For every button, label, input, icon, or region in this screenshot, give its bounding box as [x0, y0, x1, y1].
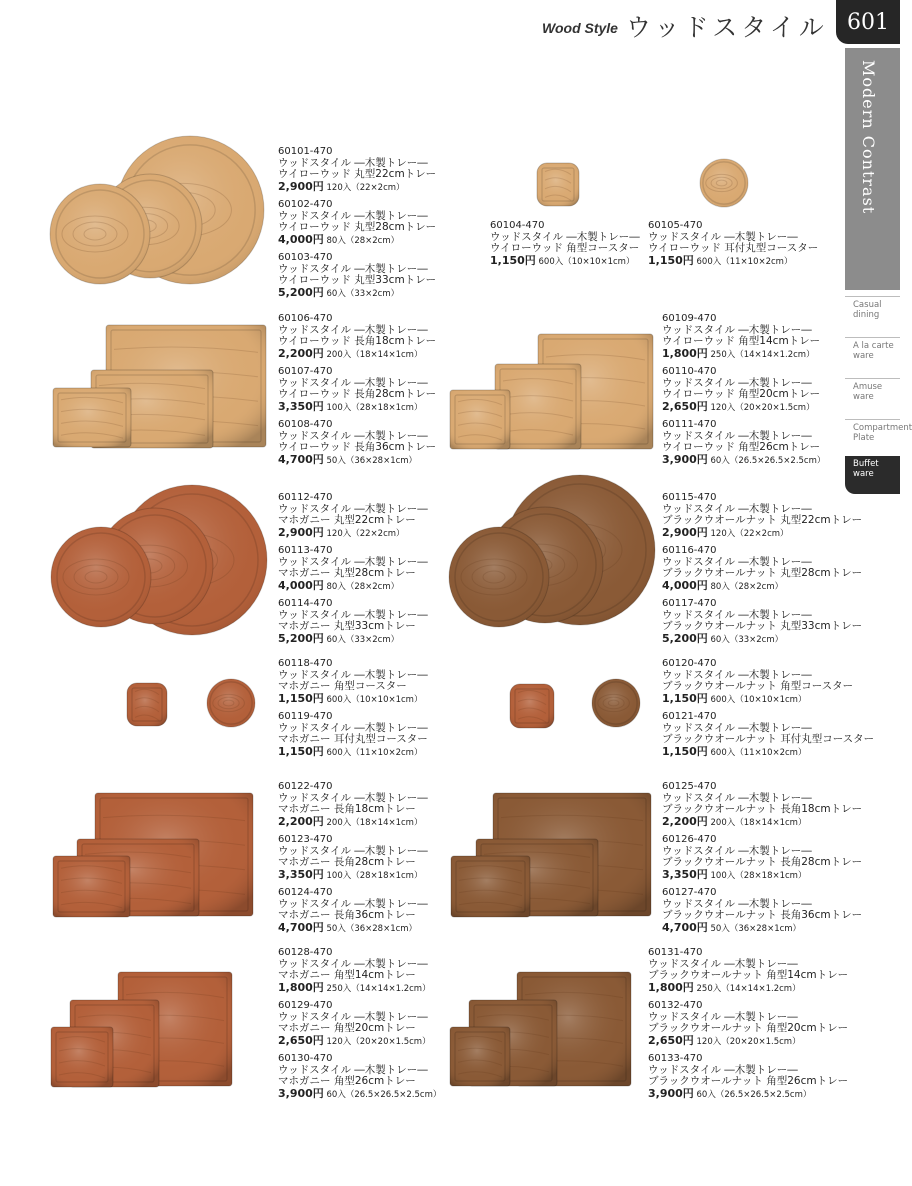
product-code: 60112-470 [278, 492, 333, 503]
product-price: 5,200円 [662, 631, 708, 645]
product-block [648, 947, 848, 1106]
price-row [278, 693, 428, 707]
product-price: 5,200円 [278, 631, 324, 645]
product-code: 60109-470 [662, 313, 717, 324]
product-block [662, 313, 825, 472]
price-row [278, 869, 428, 883]
price-row [278, 816, 428, 830]
willow-round-22-photo-shade [50, 184, 150, 284]
product-pack: 100入（28×18×1cm） [323, 402, 423, 413]
product-series: ウッドスタイル ―木製トレー― [490, 230, 640, 243]
product-name: ブラックウオールナット 角型14cmトレー [648, 969, 849, 981]
product-item [278, 199, 436, 247]
product-price: 4,700円 [662, 920, 708, 934]
product-price: 2,200円 [278, 346, 324, 360]
product-block [278, 658, 428, 764]
product-item [278, 419, 436, 467]
product-price: 1,150円 [662, 691, 708, 705]
product-pack: 80入（28×2cm） [323, 581, 400, 592]
side-tab-amuse-ware[interactable]: Amuse ware [845, 378, 900, 416]
product-name: マホガニー 角型26cmトレー [278, 1075, 416, 1087]
product-series: ウッドスタイル ―木製トレー― [662, 323, 812, 336]
product-code: 60103-470 [278, 252, 333, 263]
product-series: ウッドスタイル ―木製トレー― [278, 957, 428, 970]
mahogany-eared-coaster-photo-shade [207, 679, 255, 727]
product-pack: 200入（18×14×1cm） [707, 817, 807, 828]
side-tab-compartment-plate[interactable]: Compartment Plate [845, 419, 900, 457]
product-block [278, 492, 428, 651]
price-row [278, 401, 436, 415]
mahogany-round-22-photo-shade [51, 527, 151, 627]
product-pack: 50入（36×28×1cm） [323, 455, 418, 466]
product-name: ウイローウッド 丸型33cmトレー [278, 274, 437, 286]
price-row [662, 527, 862, 541]
product-price: 1,800円 [278, 980, 324, 994]
product-item [278, 366, 436, 414]
product-name: ウイローウッド 角型20cmトレー [662, 388, 821, 400]
product-item [278, 313, 436, 361]
product-item [662, 834, 862, 882]
price-row [662, 401, 825, 415]
product-series: ウッドスタイル ―木製トレー― [278, 209, 428, 222]
product-name: ウイローウッド 長角18cmトレー [278, 335, 437, 347]
product-price: 3,350円 [662, 867, 708, 881]
product-pack: 600入（11×10×2cm） [323, 747, 423, 758]
price-row [278, 454, 436, 468]
product-series: ウッドスタイル ―木製トレー― [648, 957, 798, 970]
product-item [662, 545, 862, 593]
price-row [278, 633, 428, 647]
product-pack: 60入（33×2cm） [707, 634, 784, 645]
product-item [278, 252, 436, 300]
walnut-rect-18-photo-shade [451, 856, 530, 917]
product-name: ウイローウッド 耳付丸型コースター [648, 242, 819, 254]
product-price: 2,900円 [278, 179, 324, 193]
product-series: ウッドスタイル ―木製トレー― [662, 376, 812, 389]
product-block [278, 781, 428, 940]
product-price: 2,900円 [662, 525, 708, 539]
product-name: マホガニー 長角18cmトレー [278, 803, 416, 815]
product-series: ウッドスタイル ―木製トレー― [278, 323, 428, 336]
product-code: 60114-470 [278, 598, 333, 609]
product-pack: 120入（20×20×1.5cm） [693, 1036, 801, 1047]
product-block [662, 781, 862, 940]
product-pack: 60入（26.5×26.5×2.5cm） [323, 1089, 442, 1100]
product-series: ウッドスタイル ―木製トレー― [278, 262, 428, 275]
product-code: 60129-470 [278, 1000, 333, 1011]
product-price: 4,000円 [278, 578, 324, 592]
product-item [662, 598, 862, 646]
product-block [662, 492, 862, 651]
product-price: 3,900円 [662, 452, 708, 466]
product-code: 60131-470 [648, 947, 703, 958]
product-block [662, 658, 874, 764]
product-price: 2,200円 [662, 814, 708, 828]
product-series: ウッドスタイル ―木製トレー― [278, 555, 428, 568]
willow-eared-coaster-photo-shade [700, 159, 748, 207]
price-row [648, 1088, 848, 1102]
product-code: 60120-470 [662, 658, 717, 669]
product-block [648, 220, 818, 273]
product-code: 60125-470 [662, 781, 717, 792]
product-series: ウッドスタイル ―木製トレー― [278, 608, 428, 621]
price-row [278, 922, 428, 936]
product-item [662, 313, 825, 361]
product-pack: 120入（20×20×1.5cm） [707, 402, 815, 413]
product-price: 2,900円 [278, 525, 324, 539]
price-row [662, 454, 825, 468]
product-price: 3,900円 [278, 1086, 324, 1100]
product-pack: 120入（22×2cm） [707, 528, 789, 539]
product-name: ウイローウッド 丸型22cmトレー [278, 168, 437, 180]
product-series: ウッドスタイル ―木製トレー― [662, 791, 812, 804]
product-price: 3,900円 [648, 1086, 694, 1100]
header-title-en: Wood Style [542, 20, 618, 36]
willow-rect-18-photo-shade [53, 388, 131, 447]
price-row [662, 922, 862, 936]
product-item [648, 1053, 848, 1101]
product-item [662, 419, 825, 467]
product-code: 60133-470 [648, 1053, 703, 1064]
product-code: 60113-470 [278, 545, 333, 556]
price-row [662, 746, 874, 760]
product-code: 60126-470 [662, 834, 717, 845]
product-series: ウッドスタイル ―木製トレー― [278, 791, 428, 804]
product-name: ブラックウオールナット 長角36cmトレー [662, 909, 863, 921]
product-code: 60105-470 [648, 220, 703, 231]
product-price: 2,650円 [662, 399, 708, 413]
product-name: マホガニー 角型14cmトレー [278, 969, 416, 981]
product-name: ブラックウオールナット 長角28cmトレー [662, 856, 863, 868]
product-code: 60127-470 [662, 887, 717, 898]
product-pack: 120入（20×20×1.5cm） [323, 1036, 431, 1047]
product-price: 1,800円 [648, 980, 694, 994]
product-item [662, 492, 862, 540]
product-price: 4,700円 [278, 920, 324, 934]
product-pack: 250入（14×14×1.2cm） [693, 983, 801, 994]
price-row [278, 348, 436, 362]
price-row [278, 1088, 441, 1102]
product-price: 1,150円 [278, 691, 324, 705]
price-row [662, 348, 825, 362]
product-item [662, 887, 862, 935]
product-price: 1,150円 [278, 744, 324, 758]
product-series: ウッドスタイル ―木製トレー― [278, 1010, 428, 1023]
product-pack: 120入（22×2cm） [323, 528, 405, 539]
product-name: ブラックウオールナット 角型20cmトレー [648, 1022, 849, 1034]
product-code: 60110-470 [662, 366, 717, 377]
product-series: ウッドスタイル ―木製トレー― [278, 897, 428, 910]
product-item [278, 492, 428, 540]
product-block [278, 146, 436, 305]
product-series: ウッドスタイル ―木製トレー― [648, 1010, 798, 1023]
product-price: 5,200円 [278, 285, 324, 299]
product-name: マホガニー 長角36cmトレー [278, 909, 416, 921]
product-item [278, 834, 428, 882]
product-pack: 60入（26.5×26.5×2.5cm） [693, 1089, 812, 1100]
product-item [278, 781, 428, 829]
product-price: 4,000円 [278, 232, 324, 246]
product-item [278, 887, 428, 935]
product-price: 1,150円 [648, 253, 694, 267]
product-series: ウッドスタイル ―木製トレー― [278, 668, 428, 681]
product-item [278, 1053, 441, 1101]
product-code: 60118-470 [278, 658, 333, 669]
product-item [662, 781, 862, 829]
product-pack: 80入（28×2cm） [707, 581, 784, 592]
product-price: 1,150円 [490, 253, 536, 267]
product-price: 1,150円 [662, 744, 708, 758]
price-row [662, 693, 874, 707]
product-pack: 600入（10×10×1cm） [323, 694, 423, 705]
price-row [278, 746, 428, 760]
product-item [278, 146, 436, 194]
price-row [648, 1035, 848, 1049]
product-item [278, 598, 428, 646]
product-series: ウッドスタイル ―木製トレー― [662, 608, 812, 621]
price-row [648, 255, 818, 269]
product-code: 60116-470 [662, 545, 717, 556]
product-item [648, 1000, 848, 1048]
product-item [278, 947, 441, 995]
side-tab-casual-dining[interactable]: Casual dining [845, 296, 900, 334]
price-row [662, 816, 862, 830]
product-name: マホガニー 耳付丸型コースター [278, 733, 428, 745]
price-row [278, 982, 441, 996]
product-price: 2,650円 [278, 1033, 324, 1047]
product-code: 60132-470 [648, 1000, 703, 1011]
product-item [278, 711, 428, 759]
product-name: ブラックウオールナット 耳付丸型コースター [662, 733, 875, 745]
product-price: 2,650円 [648, 1033, 694, 1047]
product-pack: 50入（36×28×1cm） [707, 923, 802, 934]
product-name: マホガニー 角型20cmトレー [278, 1022, 416, 1034]
product-code: 60123-470 [278, 834, 333, 845]
product-name: マホガニー 長角28cmトレー [278, 856, 416, 868]
product-price: 3,350円 [278, 399, 324, 413]
product-name: ブラックウオールナット 角型26cmトレー [648, 1075, 849, 1087]
product-code: 60124-470 [278, 887, 333, 898]
product-pack: 60入（26.5×26.5×2.5cm） [707, 455, 826, 466]
mahogany-rect-18-photo-shade [53, 856, 130, 917]
walnut-round-22-photo-shade [449, 527, 549, 627]
product-code: 60128-470 [278, 947, 333, 958]
product-pack: 200入（18×14×1cm） [323, 817, 423, 828]
product-pack: 60入（33×2cm） [323, 634, 400, 645]
product-item [662, 711, 874, 759]
product-name: ウイローウッド 長角36cmトレー [278, 441, 437, 453]
product-price: 3,350円 [278, 867, 324, 881]
product-series: ウッドスタイル ―木製トレー― [662, 668, 812, 681]
product-series: ウッドスタイル ―木製トレー― [662, 429, 812, 442]
price-row [662, 869, 862, 883]
product-code: 60117-470 [662, 598, 717, 609]
product-name: ウイローウッド 角型コースター [490, 242, 640, 254]
product-item [662, 366, 825, 414]
product-name: マホガニー 丸型22cmトレー [278, 514, 416, 526]
side-tab-buffet-ware[interactable]: Buffet ware [845, 456, 900, 494]
product-item [662, 658, 874, 706]
product-series: ウッドスタイル ―木製トレー― [278, 721, 428, 734]
product-name: ブラックウオールナット 丸型22cmトレー [662, 514, 863, 526]
product-item [490, 220, 640, 268]
product-code: 60107-470 [278, 366, 333, 377]
product-code: 60108-470 [278, 419, 333, 430]
product-name: マホガニー 角型コースター [278, 680, 407, 692]
price-row [278, 181, 436, 195]
product-pack: 100入（28×18×1cm） [707, 870, 807, 881]
product-series: ウッドスタイル ―木製トレー― [662, 897, 812, 910]
product-name: マホガニー 丸型28cmトレー [278, 567, 416, 579]
product-price: 4,000円 [662, 578, 708, 592]
product-block [278, 947, 441, 1106]
price-row [278, 287, 436, 301]
product-pack: 80入（28×2cm） [323, 235, 400, 246]
product-series: ウッドスタイル ―木製トレー― [278, 376, 428, 389]
product-pack: 250入（14×14×1.2cm） [707, 349, 815, 360]
product-code: 60121-470 [662, 711, 717, 722]
product-code: 60102-470 [278, 199, 333, 210]
product-name: マホガニー 丸型33cmトレー [278, 620, 416, 632]
product-pack: 600入（11×10×2cm） [693, 256, 793, 267]
page-number: 601 [836, 0, 900, 44]
product-item [648, 947, 848, 995]
product-block [278, 313, 436, 472]
price-row [648, 982, 848, 996]
price-row [278, 580, 428, 594]
product-name: ウイローウッド 角型14cmトレー [662, 335, 821, 347]
product-series: ウッドスタイル ―木製トレー― [662, 502, 812, 515]
product-item [278, 545, 428, 593]
price-row [278, 527, 428, 541]
product-series: ウッドスタイル ―木製トレー― [648, 1063, 798, 1076]
product-pack: 120入（22×2cm） [323, 182, 405, 193]
product-pack: 600入（10×10×1cm） [707, 694, 807, 705]
product-code: 60104-470 [490, 220, 545, 231]
product-series: ウッドスタイル ―木製トレー― [278, 429, 428, 442]
product-series: ウッドスタイル ―木製トレー― [662, 844, 812, 857]
product-code: 60130-470 [278, 1053, 333, 1064]
product-pack: 250入（14×14×1.2cm） [323, 983, 431, 994]
product-series: ウッドスタイル ―木製トレー― [278, 1063, 428, 1076]
product-item [648, 220, 818, 268]
product-code: 60115-470 [662, 492, 717, 503]
product-pack: 600入（11×10×2cm） [707, 747, 807, 758]
product-name: ブラックウオールナット 丸型33cmトレー [662, 620, 863, 632]
product-pack: 600入（10×10×1cm） [535, 256, 635, 267]
price-row [662, 580, 862, 594]
price-row [662, 633, 862, 647]
product-code: 60106-470 [278, 313, 333, 324]
product-block [490, 220, 640, 273]
header-title-jp: ウッドスタイル [626, 13, 828, 42]
walnut-eared-coaster-photo-shade [592, 679, 640, 727]
product-name: ブラックウオールナット 長角18cmトレー [662, 803, 863, 815]
product-item [278, 658, 428, 706]
product-code: 60122-470 [278, 781, 333, 792]
product-code: 60119-470 [278, 711, 333, 722]
product-series: ウッドスタイル ―木製トレー― [278, 844, 428, 857]
product-series: ウッドスタイル ―木製トレー― [278, 502, 428, 515]
product-series: ウッドスタイル ―木製トレー― [278, 156, 428, 169]
product-pack: 60入（33×2cm） [323, 288, 400, 299]
product-name: ウイローウッド 丸型28cmトレー [278, 221, 437, 233]
product-series: ウッドスタイル ―木製トレー― [648, 230, 798, 243]
product-series: ウッドスタイル ―木製トレー― [662, 555, 812, 568]
price-row [490, 255, 640, 269]
product-price: 2,200円 [278, 814, 324, 828]
price-row [278, 234, 436, 248]
product-pack: 200入（18×14×1cm） [323, 349, 423, 360]
price-row [278, 1035, 441, 1049]
product-item [278, 1000, 441, 1048]
product-name: ウイローウッド 長角28cmトレー [278, 388, 437, 400]
product-pack: 100入（28×18×1cm） [323, 870, 423, 881]
product-pack: 50入（36×28×1cm） [323, 923, 418, 934]
product-price: 1,800円 [662, 346, 708, 360]
side-tab-a-la-carte-ware[interactable]: A la carte ware [845, 337, 900, 375]
side-main-tab-label: Modern Contrast [859, 60, 878, 215]
product-code: 60101-470 [278, 146, 333, 157]
product-series: ウッドスタイル ―木製トレー― [662, 721, 812, 734]
product-price: 4,700円 [278, 452, 324, 466]
product-name: ブラックウオールナット 角型コースター [662, 680, 854, 692]
product-code: 60111-470 [662, 419, 717, 430]
product-name: ウイローウッド 角型26cmトレー [662, 441, 821, 453]
product-name: ブラックウオールナット 丸型28cmトレー [662, 567, 863, 579]
